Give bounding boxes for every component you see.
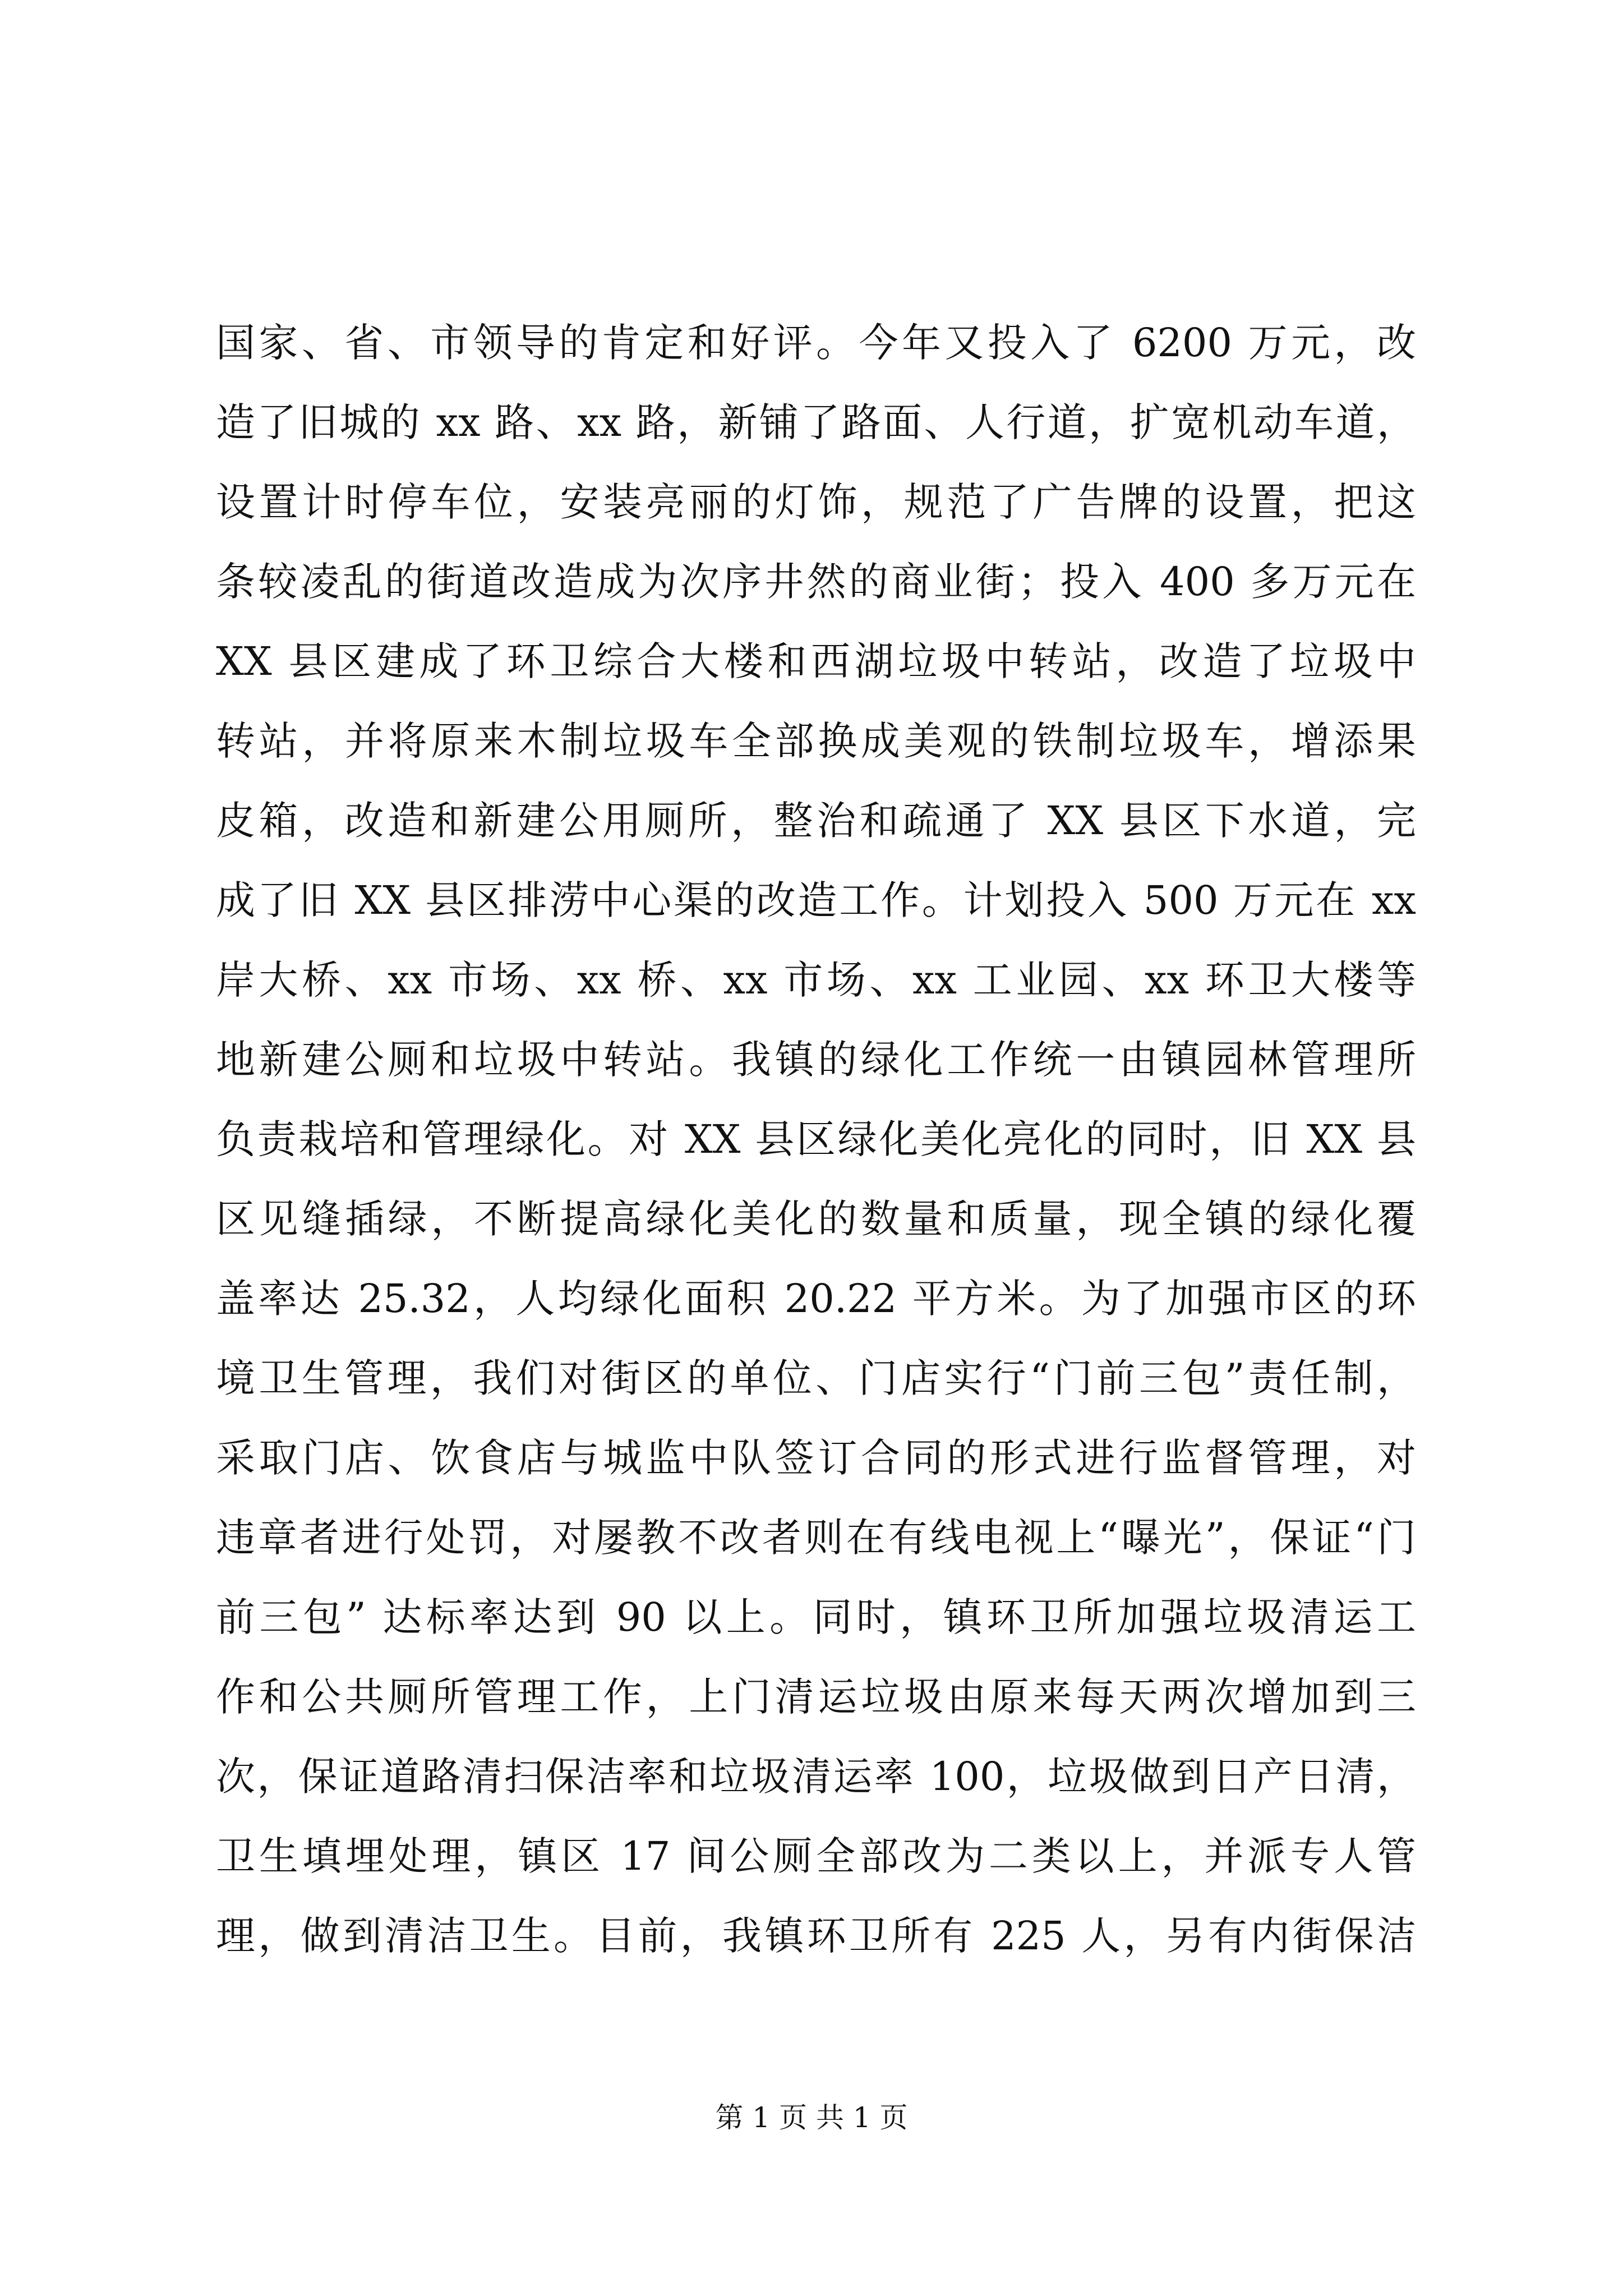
text-line: 国家、省、市领导的肯定和好评。今年又投入了 6200 万元，改 — [216, 320, 1416, 366]
text-line: 设置计时停车位，安装亮丽的灯饰，规范了广告牌的设置，把这 — [216, 479, 1416, 525]
text-line: 成了旧 XX 县区排涝中心渠的改造工作。计划投入 500 万元在 xx — [216, 877, 1416, 923]
text-line: 岸大桥、xx 市场、xx 桥、xx 市场、xx 工业园、xx 环卫大楼等 — [216, 957, 1416, 1003]
body-paragraph — [216, 303, 1416, 1976]
text-line: XX 县区建成了环卫综合大楼和西湖垃圾中转站，改造了垃圾中 — [216, 638, 1416, 684]
text-line: 条较凌乱的街道改造成为次序井然的商业街；投入 400 多万元在 — [216, 559, 1416, 605]
text-line: 次，保证道路清扫保洁率和垃圾清运率 100，垃圾做到日产日清， — [216, 1754, 1416, 1800]
text-line: 转站，并将原来木制垃圾车全部换成美观的铁制垃圾车，增添果 — [216, 718, 1416, 764]
text-line: 境卫生管理，我们对街区的单位、门店实行“门前三包”责任制， — [216, 1355, 1416, 1401]
text-line: 负责栽培和管理绿化。对 XX 县区绿化美化亮化的同时，旧 XX 县 — [216, 1116, 1416, 1162]
text-line: 理，做到清洁卫生。目前，我镇环卫所有 225 人，另有内街保洁 — [216, 1913, 1416, 1959]
text-line: 皮箱，改造和新建公用厕所，整治和疏通了 XX 县区下水道，完 — [216, 798, 1416, 844]
text-line: 造了旧城的 xx 路、xx 路，新铺了路面、人行道，扩宽机动车道， — [216, 399, 1416, 445]
text-line: 违章者进行处罚，对屡教不改者则在有线电视上“曝光”，保证“门 — [216, 1515, 1416, 1561]
text-line: 卫生填埋处理，镇区 17 间公厕全部改为二类以上，并派专人管 — [216, 1833, 1416, 1879]
text-line: 采取门店、饮食店与城监中队签订合同的形式进行监督管理，对 — [216, 1435, 1416, 1481]
text-line: 盖率达 25.32，人均绿化面积 20.22 平方米。为了加强市区的环 — [216, 1276, 1416, 1322]
text-line: 作和公共厕所管理工作，上门清运垃圾由原来每天两次增加到三 — [216, 1674, 1416, 1720]
text-line: 前三包” 达标率达到 90 以上。同时，镇环卫所加强垃圾清运工 — [216, 1594, 1416, 1640]
text-line: 地新建公厕和垃圾中转站。我镇的绿化工作统一由镇园林管理所 — [216, 1037, 1416, 1083]
page-footer: 第 1 页 共 1 页 — [715, 2101, 908, 2134]
text-line: 区见缝插绿，不断提高绿化美化的数量和质量，现全镇的绿化覆 — [216, 1196, 1416, 1242]
